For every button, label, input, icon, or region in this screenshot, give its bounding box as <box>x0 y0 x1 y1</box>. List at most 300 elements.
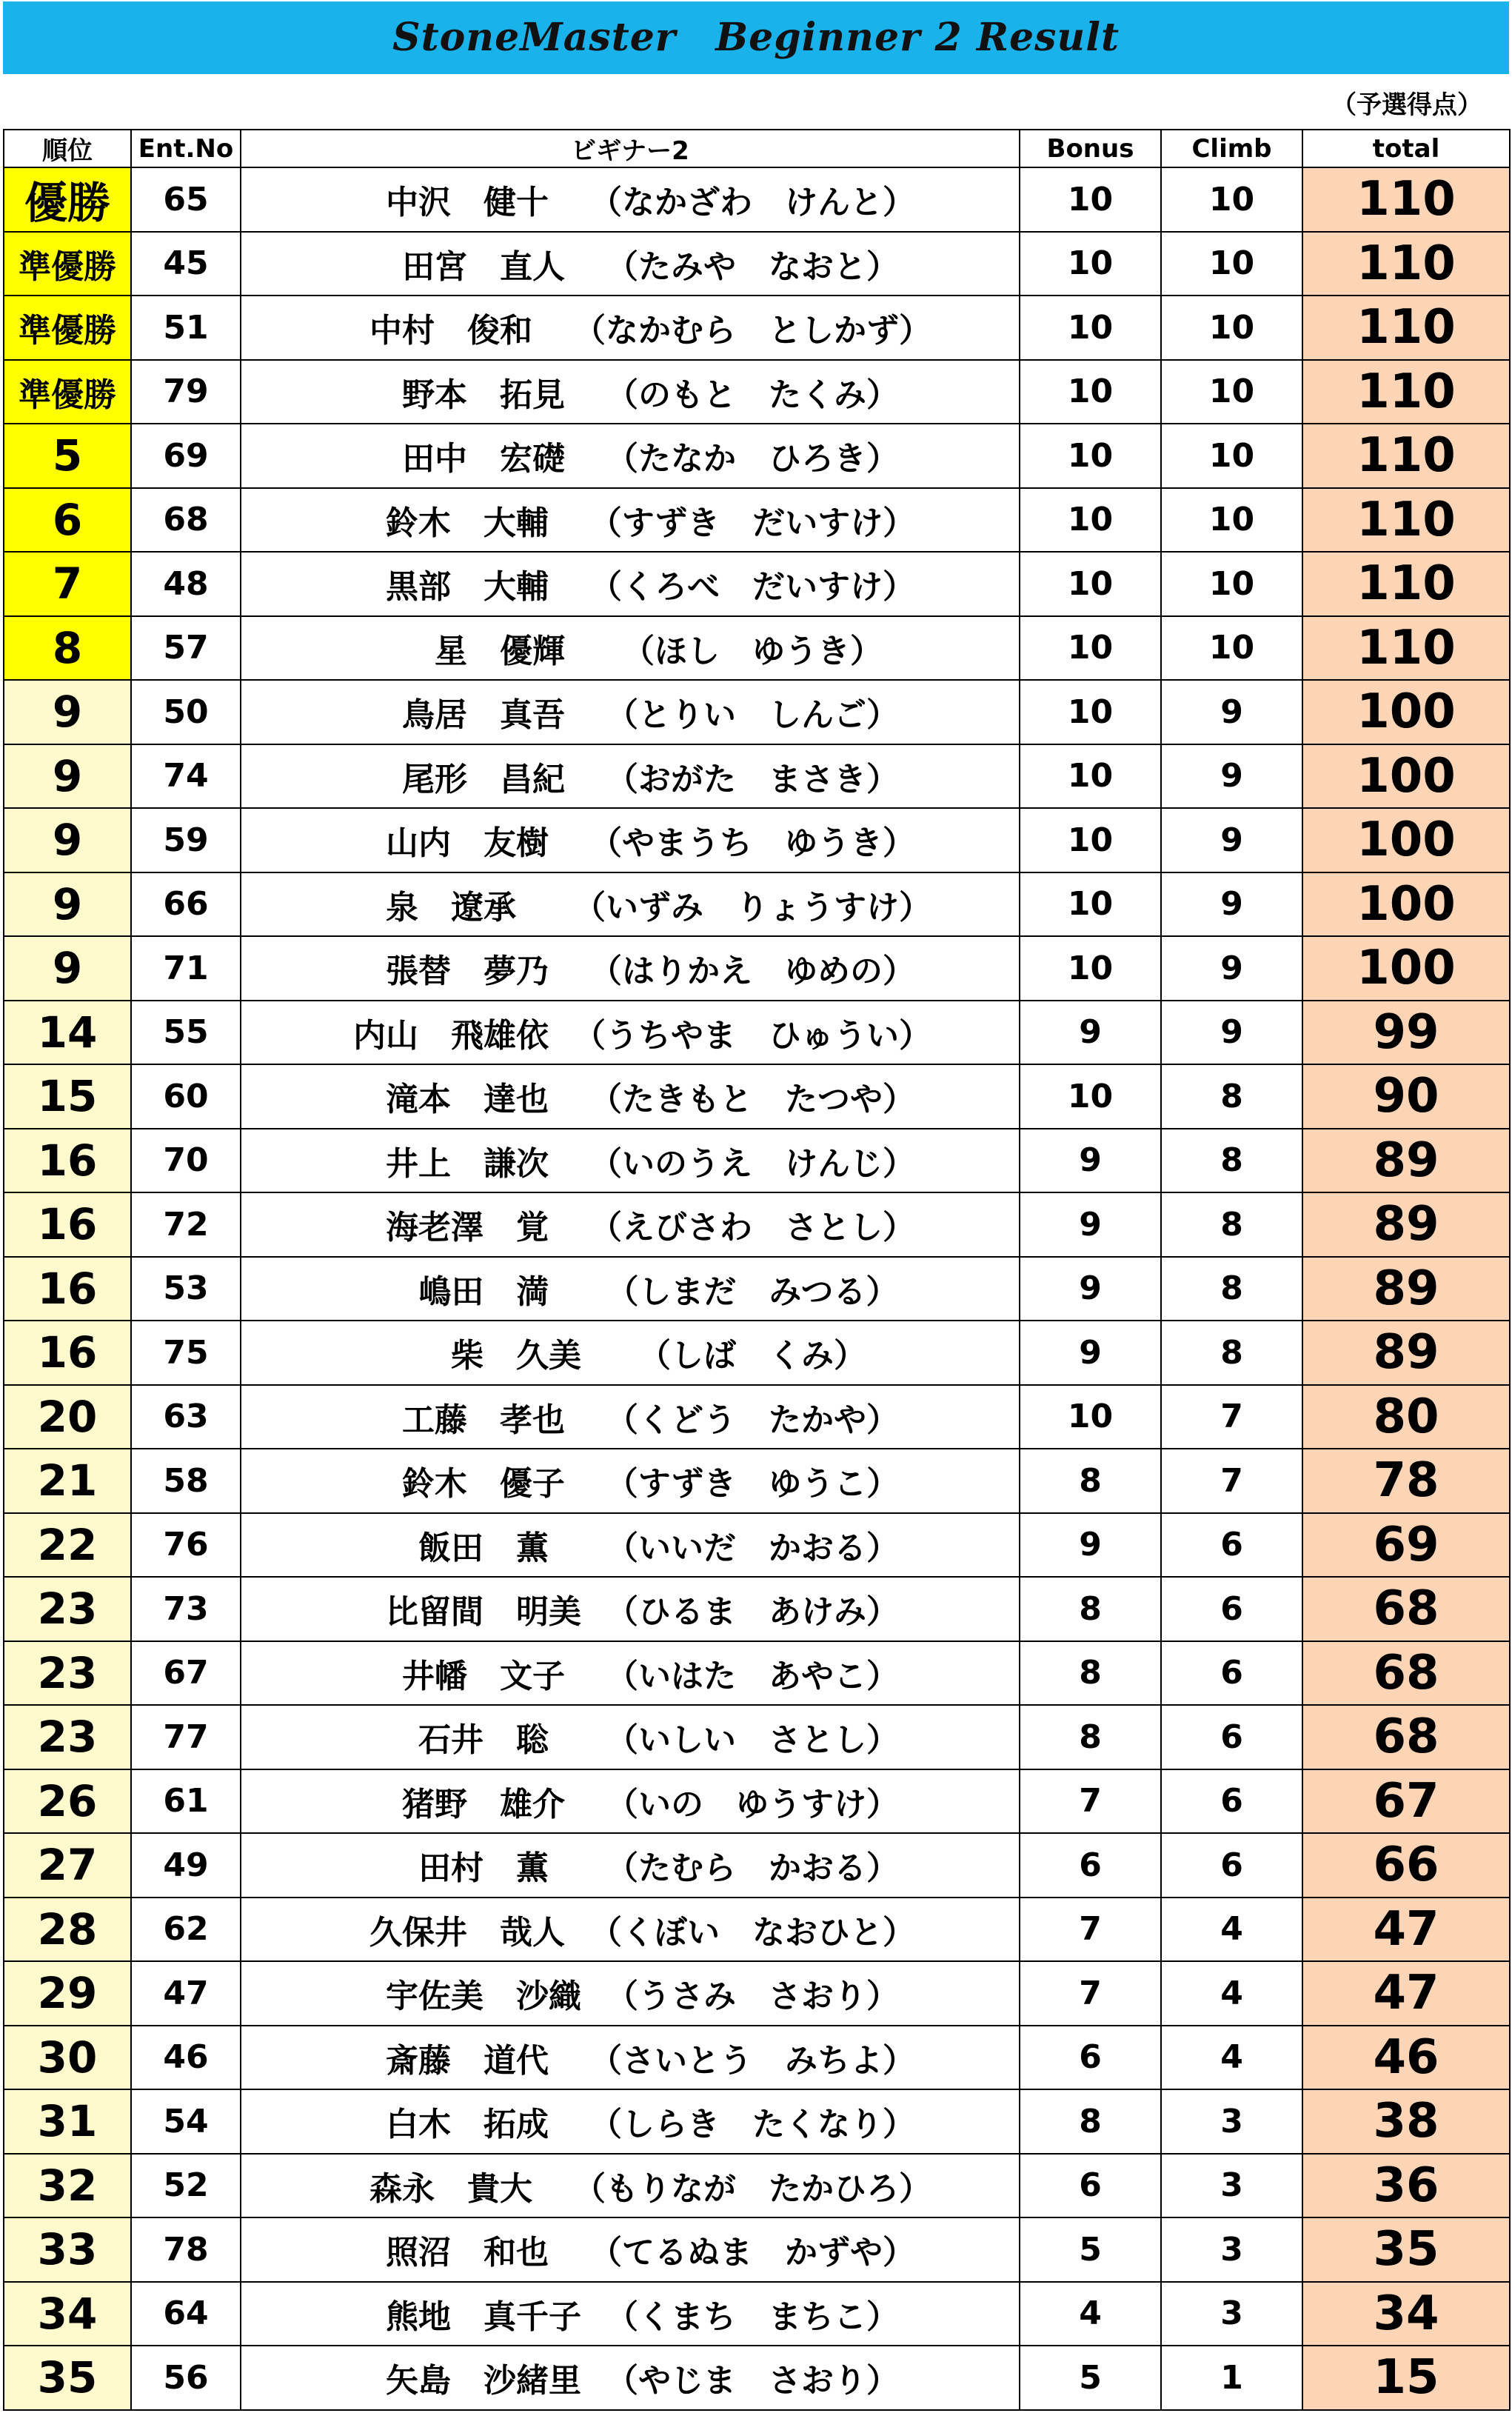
climb-cell: 6 <box>1161 1769 1302 1834</box>
entry-number-cell: 61 <box>131 1769 241 1834</box>
competitor-name: 井幡 文子 <box>402 1657 565 1695</box>
table-row <box>4 1257 1510 1321</box>
entry-number-cell: 71 <box>131 936 241 1001</box>
climb-cell: 7 <box>1161 1449 1302 1513</box>
total-cell: 15 <box>1302 2346 1510 2410</box>
entry-number-cell: 77 <box>131 1705 241 1769</box>
table-row <box>4 1385 1510 1449</box>
climb-cell: 9 <box>1161 808 1302 872</box>
competitor-kana: （いしい さとし） <box>606 1721 899 1760</box>
bonus-cell: 10 <box>1020 488 1161 553</box>
competitor-cell <box>241 2282 1020 2346</box>
entry-number-cell: 51 <box>131 296 241 360</box>
total-cell: 100 <box>1302 872 1510 937</box>
table-row <box>4 872 1510 937</box>
bonus-cell: 4 <box>1020 2282 1161 2346</box>
table-row <box>4 488 1510 553</box>
table-row <box>4 1705 1510 1769</box>
bonus-cell: 6 <box>1020 2026 1161 2090</box>
competitor-cell <box>241 2089 1020 2154</box>
competitor-name: 鈴木 大輔 <box>385 504 549 542</box>
total-cell: 90 <box>1302 1064 1510 1129</box>
header-row <box>4 130 1510 167</box>
competitor-cell <box>241 1961 1020 2026</box>
competitor-name: 熊地 真千子 <box>386 2297 581 2336</box>
rank-cell: 31 <box>4 2089 131 2154</box>
header-category: ビギナー2 <box>241 130 1020 167</box>
bonus-cell: 10 <box>1020 936 1161 1001</box>
competitor-name: 飯田 薫 <box>418 1529 549 1567</box>
competitor-cell <box>241 1064 1020 1129</box>
competitor-name: 黒部 大輔 <box>386 568 549 607</box>
competitor-kana: （くどう たかや） <box>606 1401 899 1439</box>
total-cell: 89 <box>1302 1129 1510 1193</box>
competitor-name: 嶋田 満 <box>418 1272 549 1311</box>
header-bonus: Bonus <box>1020 130 1161 167</box>
table-row <box>4 1449 1510 1513</box>
competitor-name: 田中 宏礎 <box>402 440 565 478</box>
competitor-kana: （ほし ゆうき） <box>622 632 883 670</box>
total-cell: 46 <box>1302 2026 1510 2090</box>
competitor-kana: （ひるま あけみ） <box>606 1593 899 1632</box>
bonus-cell: 5 <box>1020 2217 1161 2282</box>
bonus-cell: 8 <box>1020 1577 1161 1641</box>
entry-number-cell: 59 <box>131 808 241 872</box>
climb-cell: 10 <box>1161 424 1302 488</box>
rank-cell: 7 <box>4 552 131 616</box>
table-row <box>4 808 1510 872</box>
total-cell: 89 <box>1302 1321 1510 1385</box>
competitor-name: 山内 友樹 <box>386 824 549 863</box>
table-row <box>4 1064 1510 1129</box>
rank-cell: 27 <box>4 1833 131 1898</box>
rank-cell: 14 <box>4 1001 131 1065</box>
entry-number-cell: 65 <box>131 167 241 232</box>
bonus-cell: 10 <box>1020 1385 1161 1449</box>
competitor-cell <box>241 488 1020 553</box>
climb-cell: 10 <box>1161 552 1302 616</box>
climb-cell: 6 <box>1161 1513 1302 1578</box>
total-cell: 89 <box>1302 1257 1510 1321</box>
total-cell: 36 <box>1302 2154 1510 2218</box>
bonus-cell: 9 <box>1020 1001 1161 1065</box>
competitor-kana: （いいだ かおる） <box>606 1529 899 1567</box>
competitor-kana: （たむら かおる） <box>606 1849 899 1888</box>
competitor-kana: （のもと たくみ） <box>606 376 899 414</box>
competitor-kana: （うさみ さおり） <box>606 1978 899 2016</box>
entry-number-cell: 72 <box>131 1192 241 1257</box>
table-row <box>4 2089 1510 2154</box>
competitor-cell <box>241 1385 1020 1449</box>
competitor-cell <box>241 1257 1020 1321</box>
table-row <box>4 936 1510 1001</box>
competitor-kana: （いの ゆうすけ） <box>606 1785 899 1823</box>
rank-cell: 15 <box>4 1064 131 1129</box>
competitor-name: 斎藤 道代 <box>386 2041 549 2080</box>
entry-number-cell: 78 <box>131 2217 241 2282</box>
competitor-name: 石井 聡 <box>418 1721 549 1760</box>
table-row <box>4 552 1510 616</box>
competitor-name: 久保井 哉人 <box>369 1913 565 1952</box>
competitor-kana: （えびさわ さとし） <box>589 1209 915 1247</box>
total-cell: 100 <box>1302 744 1510 809</box>
table-row <box>4 1641 1510 1706</box>
competitor-kana: （すずき ゆうこ） <box>605 1465 900 1503</box>
rank-cell: 9 <box>4 744 131 809</box>
total-cell: 38 <box>1302 2089 1510 2154</box>
competitor-name: 白木 拓成 <box>386 2106 549 2144</box>
climb-cell: 4 <box>1161 1961 1302 2026</box>
competitor-kana: （もりなが たかひろ） <box>573 2169 931 2208</box>
rank-cell: 32 <box>4 2154 131 2218</box>
competitor-kana: （いずみ りょうすけ） <box>573 888 931 927</box>
competitor-name: 滝本 達也 <box>386 1081 549 1119</box>
climb-cell: 8 <box>1161 1129 1302 1193</box>
bonus-cell: 10 <box>1020 232 1161 296</box>
table-row <box>4 2154 1510 2218</box>
total-cell: 110 <box>1302 616 1510 681</box>
entry-number-cell: 45 <box>131 232 241 296</box>
entry-number-cell: 70 <box>131 1129 241 1193</box>
rank-cell: 9 <box>4 872 131 937</box>
competitor-kana: （くろべ だいすけ） <box>589 568 915 607</box>
rank-cell: 34 <box>4 2282 131 2346</box>
entry-number-cell: 47 <box>131 1961 241 2026</box>
competitor-name: 猪野 雄介 <box>402 1785 565 1823</box>
total-cell: 67 <box>1302 1769 1510 1834</box>
competitor-name: 中村 俊和 <box>369 312 532 350</box>
bonus-cell: 10 <box>1020 872 1161 937</box>
competitor-name: 工藤 孝也 <box>402 1401 565 1439</box>
entry-number-cell: 75 <box>131 1321 241 1385</box>
competitor-kana: （なかむら としかず） <box>573 312 931 350</box>
entry-number-cell: 62 <box>131 1898 241 1962</box>
rank-cell: 8 <box>4 616 131 681</box>
competitor-kana: （いのうえ けんじ） <box>589 1144 915 1183</box>
rank-cell: 21 <box>4 1449 131 1513</box>
competitor-name: 張替 夢乃 <box>386 952 549 991</box>
competitor-cell <box>241 167 1020 232</box>
rank-cell: 9 <box>4 936 131 1001</box>
bonus-cell: 8 <box>1020 1449 1161 1513</box>
bonus-cell: 9 <box>1020 1513 1161 1578</box>
competitor-cell <box>241 1449 1020 1513</box>
rank-cell: 準優勝 <box>4 232 131 296</box>
table-row <box>4 296 1510 360</box>
results-table <box>3 129 1511 2411</box>
competitor-cell <box>241 936 1020 1001</box>
entry-number-cell: 60 <box>131 1064 241 1129</box>
entry-number-cell: 55 <box>131 1001 241 1065</box>
total-cell: 110 <box>1302 296 1510 360</box>
title-bar <box>3 1 1509 74</box>
bonus-cell: 8 <box>1020 1705 1161 1769</box>
header-climb: Climb <box>1161 130 1302 167</box>
rank-cell: 23 <box>4 1641 131 1706</box>
total-cell: 100 <box>1302 680 1510 744</box>
competitor-cell <box>241 232 1020 296</box>
bonus-cell: 9 <box>1020 1257 1161 1321</box>
climb-cell: 1 <box>1161 2346 1302 2410</box>
table-row <box>4 1577 1510 1641</box>
total-cell: 110 <box>1302 167 1510 232</box>
competitor-cell <box>241 1769 1020 1834</box>
header-total: total <box>1302 130 1510 167</box>
page-title: StoneMaster Beginner 2 Result <box>392 15 1120 60</box>
rank-cell: 35 <box>4 2346 131 2410</box>
entry-number-cell: 52 <box>131 2154 241 2218</box>
total-cell: 68 <box>1302 1641 1510 1706</box>
bonus-cell: 8 <box>1020 1641 1161 1706</box>
entry-number-cell: 54 <box>131 2089 241 2154</box>
table-row <box>4 1769 1510 1834</box>
bonus-cell: 6 <box>1020 2154 1161 2218</box>
rank-cell: 16 <box>4 1257 131 1321</box>
rank-cell: 33 <box>4 2217 131 2282</box>
climb-cell: 9 <box>1161 936 1302 1001</box>
entry-number-cell: 49 <box>131 1833 241 1898</box>
total-cell: 110 <box>1302 488 1510 553</box>
rank-cell: 22 <box>4 1513 131 1578</box>
competitor-cell <box>241 1513 1020 1578</box>
bonus-cell: 10 <box>1020 616 1161 681</box>
climb-cell: 9 <box>1161 680 1302 744</box>
competitor-cell <box>241 1705 1020 1769</box>
total-cell: 100 <box>1302 936 1510 1001</box>
rank-cell: 30 <box>4 2026 131 2090</box>
competitor-cell <box>241 1129 1020 1193</box>
competitor-kana: （しらき たくなり） <box>589 2106 915 2144</box>
entry-number-cell: 66 <box>131 872 241 937</box>
competitor-name: 鳥居 真吾 <box>402 696 565 735</box>
competitor-kana: （すずき だいすけ） <box>589 504 916 542</box>
table-row <box>4 1513 1510 1578</box>
total-cell: 34 <box>1302 2282 1510 2346</box>
bonus-cell: 10 <box>1020 552 1161 616</box>
competitor-kana: （しば くみ） <box>638 1337 866 1375</box>
total-cell: 110 <box>1302 232 1510 296</box>
bonus-cell: 10 <box>1020 167 1161 232</box>
competitor-cell <box>241 808 1020 872</box>
competitor-cell <box>241 552 1020 616</box>
total-cell: 66 <box>1302 1833 1510 1898</box>
bonus-cell: 7 <box>1020 1898 1161 1962</box>
table-row <box>4 1898 1510 1962</box>
results-body <box>4 167 1510 2410</box>
competitor-cell <box>241 1641 1020 1706</box>
competitor-kana: （とりい しんご） <box>606 696 899 735</box>
competitor-kana: （いはた あやこ） <box>606 1657 899 1695</box>
table-row <box>4 167 1510 232</box>
entry-number-cell: 69 <box>131 424 241 488</box>
entry-number-cell: 76 <box>131 1513 241 1578</box>
competitor-kana: （てるぬま かずや） <box>589 2234 915 2272</box>
competitor-name: 矢島 沙緒里 <box>386 2362 581 2400</box>
total-cell: 100 <box>1302 808 1510 872</box>
competitor-name: 海老澤 覚 <box>386 1209 549 1247</box>
rank-cell: 23 <box>4 1577 131 1641</box>
competitor-cell <box>241 1192 1020 1257</box>
table-row <box>4 1833 1510 1898</box>
rank-cell: 26 <box>4 1769 131 1834</box>
competitor-cell <box>241 616 1020 681</box>
total-cell: 110 <box>1302 552 1510 616</box>
table-row <box>4 2282 1510 2346</box>
table-row <box>4 360 1510 424</box>
competitor-cell <box>241 2217 1020 2282</box>
table-row <box>4 1192 1510 1257</box>
total-cell: 80 <box>1302 1385 1510 1449</box>
competitor-name: 内山 飛雄依 <box>353 1016 549 1055</box>
header-ent-no: Ent.No <box>131 130 241 167</box>
climb-cell: 6 <box>1161 1833 1302 1898</box>
rank-cell: 9 <box>4 680 131 744</box>
total-cell: 89 <box>1302 1192 1510 1257</box>
competitor-cell <box>241 872 1020 937</box>
bonus-cell: 8 <box>1020 2089 1161 2154</box>
bonus-cell: 9 <box>1020 1321 1161 1385</box>
table-row <box>4 232 1510 296</box>
rank-cell: 23 <box>4 1705 131 1769</box>
competitor-kana: （やまうち ゆうき） <box>589 824 915 863</box>
competitor-kana: （たきもと たつや） <box>589 1081 915 1119</box>
climb-cell: 8 <box>1161 1192 1302 1257</box>
entry-number-cell: 57 <box>131 616 241 681</box>
total-cell: 110 <box>1302 424 1510 488</box>
competitor-kana: （やじま さおり） <box>606 2362 899 2400</box>
rank-cell: 9 <box>4 808 131 872</box>
competitor-cell <box>241 424 1020 488</box>
climb-cell: 9 <box>1161 872 1302 937</box>
entry-number-cell: 63 <box>131 1385 241 1449</box>
entry-number-cell: 73 <box>131 1577 241 1641</box>
climb-cell: 7 <box>1161 1385 1302 1449</box>
table-row <box>4 1321 1510 1385</box>
competitor-kana: （くまち まちこ） <box>606 2297 899 2336</box>
competitor-kana: （たみや なおと） <box>606 247 899 286</box>
climb-cell: 9 <box>1161 744 1302 809</box>
competitor-kana: （しまだ みつる） <box>606 1272 899 1311</box>
competitor-name: 田村 薫 <box>418 1849 549 1888</box>
competitor-cell <box>241 1898 1020 1962</box>
total-cell: 47 <box>1302 1898 1510 1962</box>
bonus-cell: 7 <box>1020 1961 1161 2026</box>
rank-cell: 16 <box>4 1321 131 1385</box>
competitor-kana: （おがた まさき） <box>606 760 899 798</box>
rank-cell: 20 <box>4 1385 131 1449</box>
table-row <box>4 1001 1510 1065</box>
climb-cell: 10 <box>1161 232 1302 296</box>
competitor-name: 井上 謙次 <box>386 1144 549 1183</box>
competitor-cell <box>241 2026 1020 2090</box>
bonus-cell: 10 <box>1020 296 1161 360</box>
total-cell: 68 <box>1302 1577 1510 1641</box>
climb-cell: 3 <box>1161 2154 1302 2218</box>
competitor-name: 宇佐美 沙織 <box>386 1978 581 2016</box>
table-row <box>4 680 1510 744</box>
competitor-cell <box>241 2346 1020 2410</box>
competitor-cell <box>241 1577 1020 1641</box>
table-row <box>4 2217 1510 2282</box>
competitor-name: 中沢 健十 <box>386 184 549 222</box>
climb-cell: 10 <box>1161 167 1302 232</box>
entry-number-cell: 64 <box>131 2282 241 2346</box>
bonus-cell: 9 <box>1020 1192 1161 1257</box>
bonus-cell: 10 <box>1020 360 1161 424</box>
climb-cell: 4 <box>1161 1898 1302 1962</box>
entry-number-cell: 67 <box>131 1641 241 1706</box>
competitor-kana: （たなか ひろき） <box>606 440 899 478</box>
climb-cell: 3 <box>1161 2217 1302 2282</box>
competitor-cell <box>241 296 1020 360</box>
competitor-cell <box>241 1833 1020 1898</box>
competitor-kana: （くぼい なおひと） <box>589 1913 915 1952</box>
climb-cell: 10 <box>1161 616 1302 681</box>
competitor-cell <box>241 2154 1020 2218</box>
climb-cell: 10 <box>1161 360 1302 424</box>
climb-cell: 8 <box>1161 1064 1302 1129</box>
rank-cell: 準優勝 <box>4 360 131 424</box>
table-row <box>4 1961 1510 2026</box>
entry-number-cell: 68 <box>131 488 241 553</box>
competitor-name: 星 優輝 <box>435 632 565 670</box>
bonus-cell: 9 <box>1020 1129 1161 1193</box>
rank-cell: 5 <box>4 424 131 488</box>
qualifier-note: （予選得点） <box>1331 90 1482 120</box>
rank-cell: 16 <box>4 1129 131 1193</box>
climb-cell: 8 <box>1161 1321 1302 1385</box>
rank-cell: 準優勝 <box>4 296 131 360</box>
competitor-cell <box>241 680 1020 744</box>
rank-cell: 優勝 <box>4 167 131 232</box>
climb-cell: 4 <box>1161 2026 1302 2090</box>
competitor-name: 比留間 明美 <box>386 1593 581 1632</box>
total-cell: 35 <box>1302 2217 1510 2282</box>
competitor-cell <box>241 1001 1020 1065</box>
competitor-name: 柴 久美 <box>451 1337 581 1375</box>
bonus-cell: 10 <box>1020 744 1161 809</box>
competitor-cell <box>241 1321 1020 1385</box>
competitor-name: 鈴木 優子 <box>401 1465 565 1503</box>
competitor-kana: （なかざわ けんと） <box>589 184 915 222</box>
entry-number-cell: 79 <box>131 360 241 424</box>
competitor-kana: （はりかえ ゆめの） <box>589 952 915 991</box>
table-row <box>4 2346 1510 2410</box>
entry-number-cell: 53 <box>131 1257 241 1321</box>
table-row <box>4 2026 1510 2090</box>
climb-cell: 10 <box>1161 488 1302 553</box>
total-cell: 47 <box>1302 1961 1510 2026</box>
bonus-cell: 5 <box>1020 2346 1161 2410</box>
competitor-kana: （さいとう みちよ） <box>589 2041 915 2080</box>
bonus-cell: 10 <box>1020 808 1161 872</box>
entry-number-cell: 56 <box>131 2346 241 2410</box>
climb-cell: 6 <box>1161 1577 1302 1641</box>
competitor-cell <box>241 744 1020 809</box>
competitor-name: 野本 拓見 <box>402 376 565 414</box>
competitor-cell <box>241 360 1020 424</box>
rank-cell: 28 <box>4 1898 131 1962</box>
total-cell: 69 <box>1302 1513 1510 1578</box>
total-cell: 78 <box>1302 1449 1510 1513</box>
rank-cell: 29 <box>4 1961 131 2026</box>
bonus-cell: 7 <box>1020 1769 1161 1834</box>
climb-cell: 9 <box>1161 1001 1302 1065</box>
competitor-name: 照沼 和也 <box>386 2234 549 2272</box>
entry-number-cell: 50 <box>131 680 241 744</box>
competitor-kana: （うちやま ひゅうい） <box>573 1016 931 1055</box>
competitor-name: 尾形 昌紀 <box>402 760 565 798</box>
